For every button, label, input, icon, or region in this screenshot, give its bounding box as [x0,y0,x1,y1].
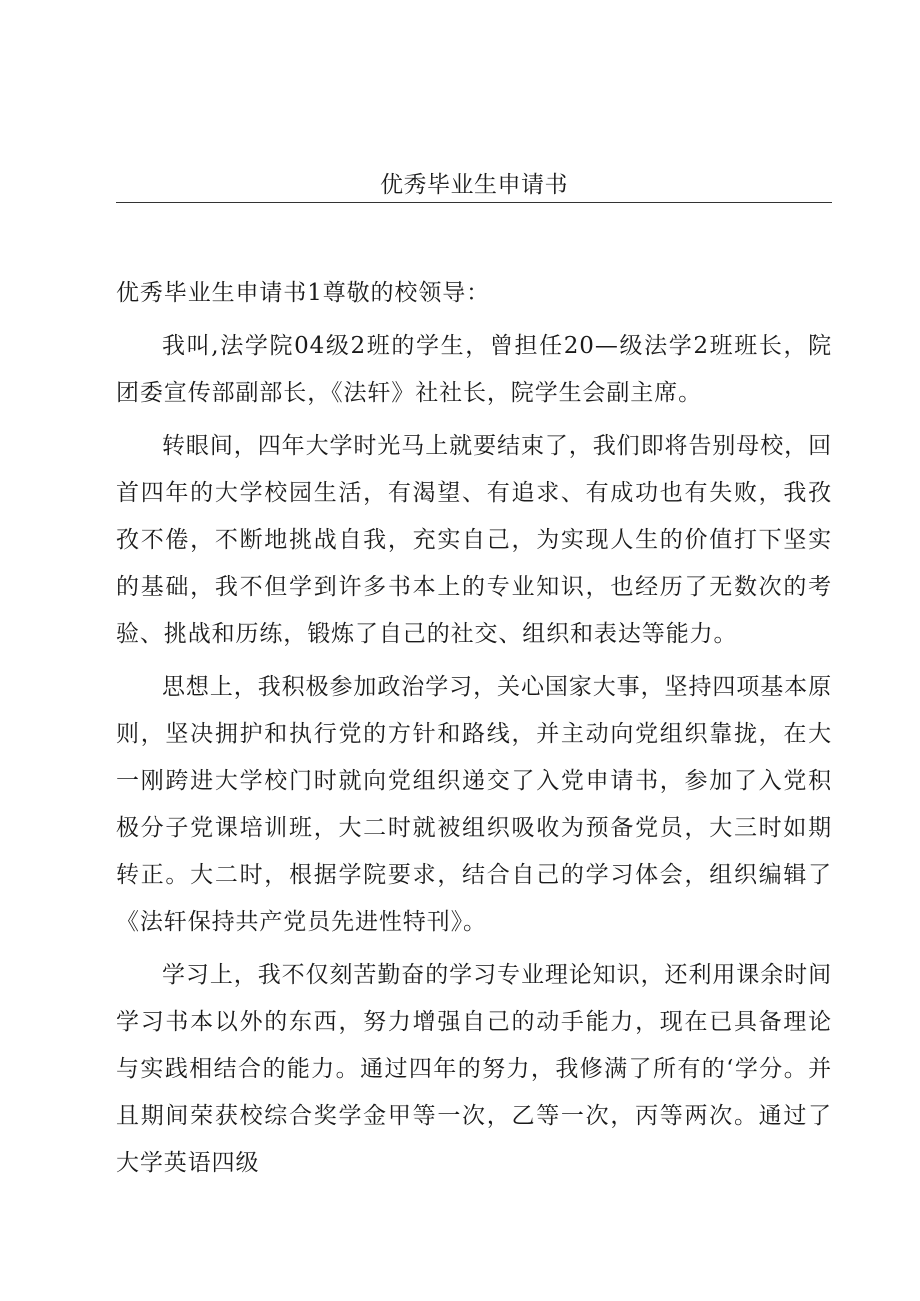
salutation-paragraph: 优秀毕业生申请书1尊敬的校领导： [116,280,491,306]
reflection-paragraph: 转眼间，四年大学时光马上就要结束了，我们即将告别母校，回首四年的大学校园生活，有渴望、有追求、有成功也有失败，我孜孜不倦，不断地挑战自我，充实自己，为实现人生的价值打下坚实的基础，我不但学到许多书本上的专业知识，也经历了无数次的考验、挑战和历练，锻炼了自己的社交、组织和表达等能力。 [116,433,832,647]
header-rule [116,202,832,203]
ideology-paragraph: 思想上，我积极参加政治学习，关心国家大事，坚持四项基本原则，坚决拥护和执行党的方针和路线，并主动向党组织靠拢，在大一刚跨进大学校门时就向党组织递交了入党申请书，参加了入党积极分子党课培训班，大二时就被组织吸收为预备党员，大三时如期转正。大二时，根据学院要求，结合自己的学习体会，组织编辑了《法轩保持共产党员先进性特刊》。 [116,674,832,935]
document-title: 优秀毕业生申请书 [380,172,568,198]
introduction-paragraph: 我叫,法学院04级2班的学生，曾担任20—级法学2班班长，院团委宣传部副部长，《法轩》社社长，院学生会副主席。 [116,333,832,406]
study-paragraph: 学习上，我不仅刻苦勤奋的学习专业理论知识，还利用课余时间学习书本以外的东西，努力增强自己的动手能力，现在已具备理论与实践相结合的能力。通过四年的努力，我修满了所有的‘学分。并且期间荣获校综合奖学金甲等一次，乙等一次，丙等两次。通过了大学英语四级 [116,962,832,1176]
document-header [116,168,832,204]
document-body [116,270,832,1193]
